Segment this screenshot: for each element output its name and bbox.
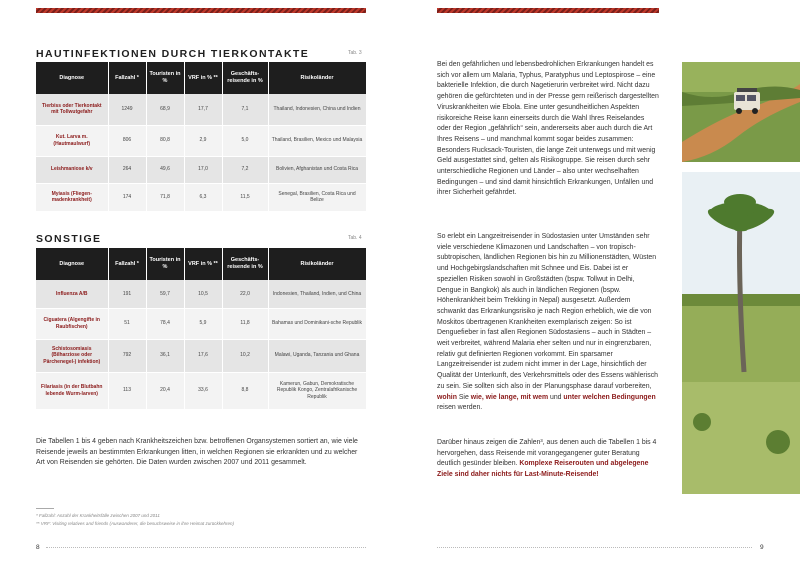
palm-tree-illustration [682,172,800,494]
diagnosis-cell: Schistosomiasis (Bilharziose oder Pärchenegel-) infektion) [36,339,108,372]
value-cell: 22,0 [222,280,268,308]
column-header: Geschäfts-reisende in % [222,248,268,280]
safari-van-photo [682,62,800,162]
table-row [36,339,366,372]
column-header: Geschäfts-reisende in % [222,62,268,94]
para2-text: So erlebt ein Langzeitreisender in Südostasien unter Umständen sehr viele verschiedene Klimazonen und Landschaften – von tropisch-subtropischen, ländlichen Regionen bis hin zu Millionenstädten, Wüsten und Hochgebirgslandschaften mit Schnee und Eis. Dabei ist er speziellen Risiken sowohl in Großstädten (bspw. Tollwut in Delhi, Dengue in Bangkok) als auch in ländlichen Regionen (bspw. Höhenkrankheit beim Trekking in Nepal) ausgesetzt. Außerdem schwankt das Erkrankungsrisiko je nach Region erheblich, wie die von Moskitos übertragenen Krankheiten exemplarisch zeigen: So ist Dengueﬁeber in fast allen Regionen Südostasiens – auch in Städten – weit verbreitet, während Malaria eher selten und nur in eingrenzbaren, relativ gut deﬁnierten Regionen vorkommt. Ein sparsamer Langzeitreisender ist zudem nicht immer in der Lage, hinsichtlich der Qualität der Unterkunft, des Verkehrsmittels oder des Essens wählerisch zu sein. Sie sollten sich also in der Planungsphase darauf vorbereiten, [437,233,658,390]
value-cell: 7,2 [222,156,268,183]
value-cell: 1249 [108,94,146,125]
risk-countries-cell: Thailand, Brasilien, Mexico und Malaysia [268,125,366,156]
column-header: Fallzahl * [108,248,146,280]
para3-text: Darüber hinaus zeigen die Zahlen³, aus denen auch die Tabellen 1 bis 4 hervorgehen, dass Reisende mit vorangegangener guter Beratung deutlich gesünder bleiben. [437,439,657,468]
column-header: Diagnose [36,62,108,94]
body-paragraph-3 [437,438,659,481]
page-rule-right [437,547,752,548]
value-cell: 17,0 [184,156,222,183]
table-header-row [36,248,366,280]
table-row [36,156,366,183]
page-number-left: 8 [36,544,40,551]
value-cell: 36,1 [146,339,184,372]
diagnosis-cell: Myiasis (Fliegen-madenkrankheit) [36,183,108,211]
value-cell: 33,6 [184,372,222,409]
diagnosis-cell: Kut. Larva m. (Hautmaulwurf) [36,125,108,156]
table1-ref: Tab. 3 [348,50,362,56]
table-other [36,248,367,410]
table-header-row [36,62,366,94]
table-skin-infections [36,62,367,212]
top-stripe-right [437,8,659,13]
summary-paragraph: Die Tabellen 1 bis 4 geben nach Krankheitszeichen bzw. betroffenen Organsystemen sortiert an, wie viele Reisende jeweils an bestimmten Erkrankungen litten, in welchen Regionen sie erkrankten und zu welcher Art von Reisenden sie gehörten. Die Daten wurden zwischen 2007 und 2011 gesammelt. [36,438,358,467]
diagnosis-cell: Leishmaniose k/v [36,156,108,183]
diagnosis-cell: Influenza A/B [36,280,108,308]
risk-countries-cell: Bahamas und Dominikani-sche Republik [268,308,366,339]
diagnosis-cell: Filariasis (in der Blutbahn lebende Wurm-larven) [36,372,108,409]
body-paragraph-1: Bei den gefährlichen und lebensbedrohlichen Erkrankungen handelt es sich vor allem um Malaria, Typhus, Paratyphus und Leptospirose – eine bakterielle Infektion, die durch Nagetierurin verbreitet wird. Nicht dazu gehören die gefürchteten und in der Presse gern reißerisch dargestellten Viruskrankheiten wie Ebola. Eine unter gesundheitlichen Aspekten risikoreiche Reise kann einerseits durch die Wahl Ihres Reiselandes oder der Region „gefährlich“ sein, andererseits aber auch durch die Art Ihres Reisens – und manchmal kommt sogar beides zusammen: Besonders Rucksack-Touristen, die lange Zeit unterwegs und mit wenig Geld ausgestattet sind, gelten als Risikogruppe. Sie reisen durch sehr unterschiedliche Regionen und Länder – also unter wechselhaften Bedingungen – und sind damit hinsichtlich Erkrankungen, Unfällen und ihrer Sicherheit gefährdet. [437,61,659,197]
column-header: Diagnose [36,248,108,280]
risk-countries-cell: Malawi, Uganda, Tanzania und Ghana [268,339,366,372]
value-cell: 71,8 [146,183,184,211]
value-cell: 68,9 [146,94,184,125]
para2-text-2: Sie [458,393,469,401]
table-row [36,280,366,308]
para3-emphasis: Komplexe Reiserouten und abgelegene Ziele sind daher nichts für Last-Minute-Reisende! [437,460,649,479]
page-rule-left [46,547,366,548]
top-stripe-left [36,8,366,13]
body-paragraph-2 [437,232,659,414]
column-header: Touristen in % [146,248,184,280]
value-cell: 2,9 [184,125,222,156]
risk-countries-cell: Thailand, Indonesien, China und Indien [268,94,366,125]
value-cell: 80,8 [146,125,184,156]
table1-title: HAUTINFEKTIONEN DURCH TIERKONTAKTE [36,48,310,60]
table-row [36,125,366,156]
value-cell: 806 [108,125,146,156]
table2-ref: Tab. 4 [348,235,362,241]
column-header: Touristen in % [146,62,184,94]
safari-van-illustration [682,62,800,162]
table-row [36,372,366,409]
value-cell: 11,8 [222,308,268,339]
risk-countries-cell: Bolivien, Afghanistan und Costa Rica [268,156,366,183]
column-header: Risikoländer [268,248,366,280]
value-cell: 59,7 [146,280,184,308]
palm-savanna-photo [682,172,800,494]
table-row [36,94,366,125]
table-row [36,183,366,211]
para2-emphasis-how: wie, wie lange, mit wem [470,393,549,401]
value-cell: 78,4 [146,308,184,339]
page-number-right: 9 [760,544,764,551]
para2-emphasis-conditions: unter welchen Bedingungen [563,393,656,401]
table2-title: SONSTIGE [36,233,102,245]
para2-emphasis-where: wohin [437,393,457,401]
column-header: Fallzahl * [108,62,146,94]
value-cell: 191 [108,280,146,308]
value-cell: 6,3 [184,183,222,211]
diagnosis-cell: Tierbiss oder Tierkontakt mit Tollwutgefahr [36,94,108,125]
value-cell: 10,5 [184,280,222,308]
column-header: Risikoländer [268,62,366,94]
value-cell: 792 [108,339,146,372]
value-cell: 7,1 [222,94,268,125]
value-cell: 5,9 [184,308,222,339]
column-header: VRF in % ** [184,248,222,280]
value-cell: 113 [108,372,146,409]
value-cell: 8,8 [222,372,268,409]
value-cell: 264 [108,156,146,183]
diagnosis-cell: Ciguatera (Algengifte in Raubfischen) [36,308,108,339]
column-header: VRF in % ** [184,62,222,94]
risk-countries-cell: Senegal, Brasilien, Costa Rica und Belize [268,183,366,211]
value-cell: 49,6 [146,156,184,183]
risk-countries-cell: Indonesien, Thailand, Indien, und China [268,280,366,308]
value-cell: 20,4 [146,372,184,409]
value-cell: 51 [108,308,146,339]
value-cell: 17,6 [184,339,222,372]
footnote-rule [36,508,54,509]
footnote-case-count: * Fallzahl: Anzahl der Krankheitsfälle zwischen 2007 und 2011 [36,513,160,518]
value-cell: 5,0 [222,125,268,156]
risk-countries-cell: Kamerun, Gabun, Demokratische Republik Kongo, Zentralafrikanische Republik [268,372,366,409]
para2-text-3: und [550,393,562,401]
value-cell: 174 [108,183,146,211]
value-cell: 17,7 [184,94,222,125]
value-cell: 11,5 [222,183,268,211]
footnote-vrf: ** VRF: Visiting relatives and friends (Auswanderer, die besuchsweise in ihre Heimat zurückkehren) [36,521,235,526]
value-cell: 10,2 [222,339,268,372]
para2-text-end: reisen werden. [437,404,483,412]
table-row [36,308,366,339]
